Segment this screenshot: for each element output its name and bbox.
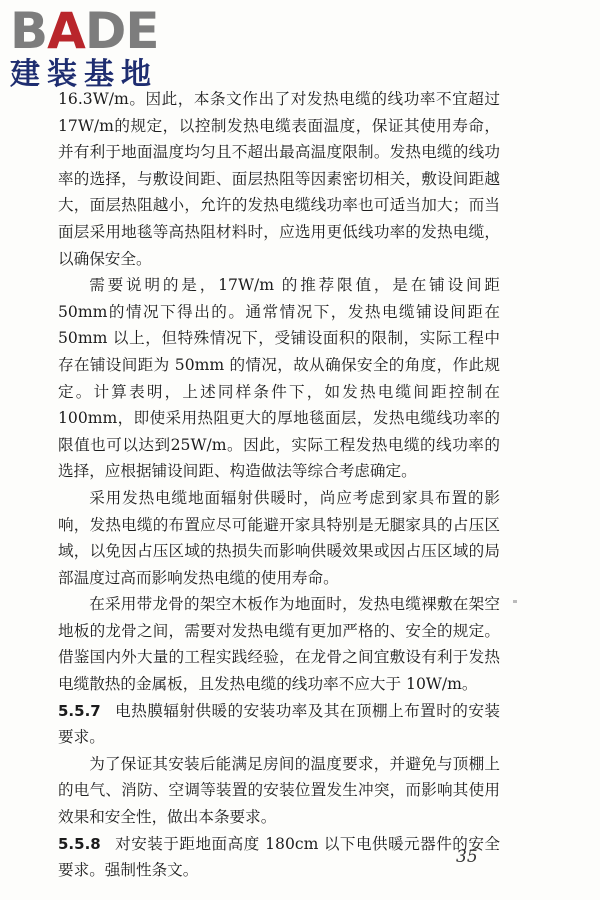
paragraph-3: 采用发热电缆地面辐射供暖时，尚应考虑到家具布置的影响，发热电缆的布置应尽可能避开家具特别是无腿家具的占压区域，以免因占压区域的热损失而影响供暖效果或因占压区域的局部温度过高而影响发热电缆的使用寿命。	[58, 488, 500, 587]
body-text	[58, 86, 500, 884]
brand-wordmark	[10, 2, 175, 60]
scan-speck	[513, 600, 517, 603]
clause-5-5-7	[58, 698, 500, 751]
brand-letter-a: A	[47, 2, 85, 60]
clause-5-5-7-title: 电热膜辐射供暖的安装功率及其在顶棚上布置时的安装要求。	[58, 701, 500, 747]
clause-5-5-7-explanation: 为了保证其安装后能满足房间的温度要求，并避免与顶棚上的电气、消防、空调等装置的安装位置发生冲突，而影响其使用效果和安全性，做出本条要求。	[58, 754, 500, 827]
brand-chinese-name: 建装基地	[10, 57, 158, 92]
brand-letter-b: B	[10, 2, 48, 60]
paragraph-2: 需要说明的是，17W/m 的推荐限值，是在铺设间距 50mm的情况下得出的。通常情况下，发热电缆铺设间距在 50mm 以上，但特殊情况下，受铺设面积的限制，实际工程中存在铺设间距为 50mm 的情况，故从确保安全的角度，作此规定。计算表明，上述同样条件下，如发热电缆间距控制在 100mm，即使采用热阻更大的厚地毯面层，发热电缆线功率的限值也可以达到25W/m。因此，实际工程发热电缆的线功率的选择，应根据铺设间距、构造做法等综合考虑确定。	[58, 276, 500, 481]
paragraph-1: 16.3W/m。因此，本条文作出了对发热电缆的线功率不宜超过17W/m的规定，以控制发热电缆表面温度，保证其使用寿命，并有利于地面温度均匀且不超出最高温度限制。发热电缆的线功率的选择，与敷设间距、面层热阻等因素密切相关，敷设间距越大，面层热阻越小，允许的发热电缆线功率也可适当加大；而当面层采用地毯等高热阻材料时，应选用更低线功率的发热电缆，以确保安全。	[58, 90, 500, 268]
clause-5-5-8	[58, 831, 500, 884]
paragraph-4: 在采用带龙骨的架空木板作为地面时，发热电缆裸敷在架空地板的龙骨之间，需要对发热电缆有更加严格的、安全的规定。借鉴国内外大量的工程实践经验，在龙骨之间宜敷设有利于发热电缆散热的金属板，且发热电缆的线功率不应大于 10W/m。	[58, 595, 500, 694]
watermark-logo	[10, 2, 175, 92]
brand-letters-de: DE	[84, 2, 159, 60]
clause-5-5-7-number: 5.5.7	[58, 701, 101, 720]
clause-5-5-8-number: 5.5.8	[58, 834, 101, 853]
clause-5-5-8-title: 对安装于距地面高度 180cm 以下电供暖元器件的安全要求。强制性条文。	[58, 834, 500, 880]
page-number: 35	[456, 847, 478, 867]
